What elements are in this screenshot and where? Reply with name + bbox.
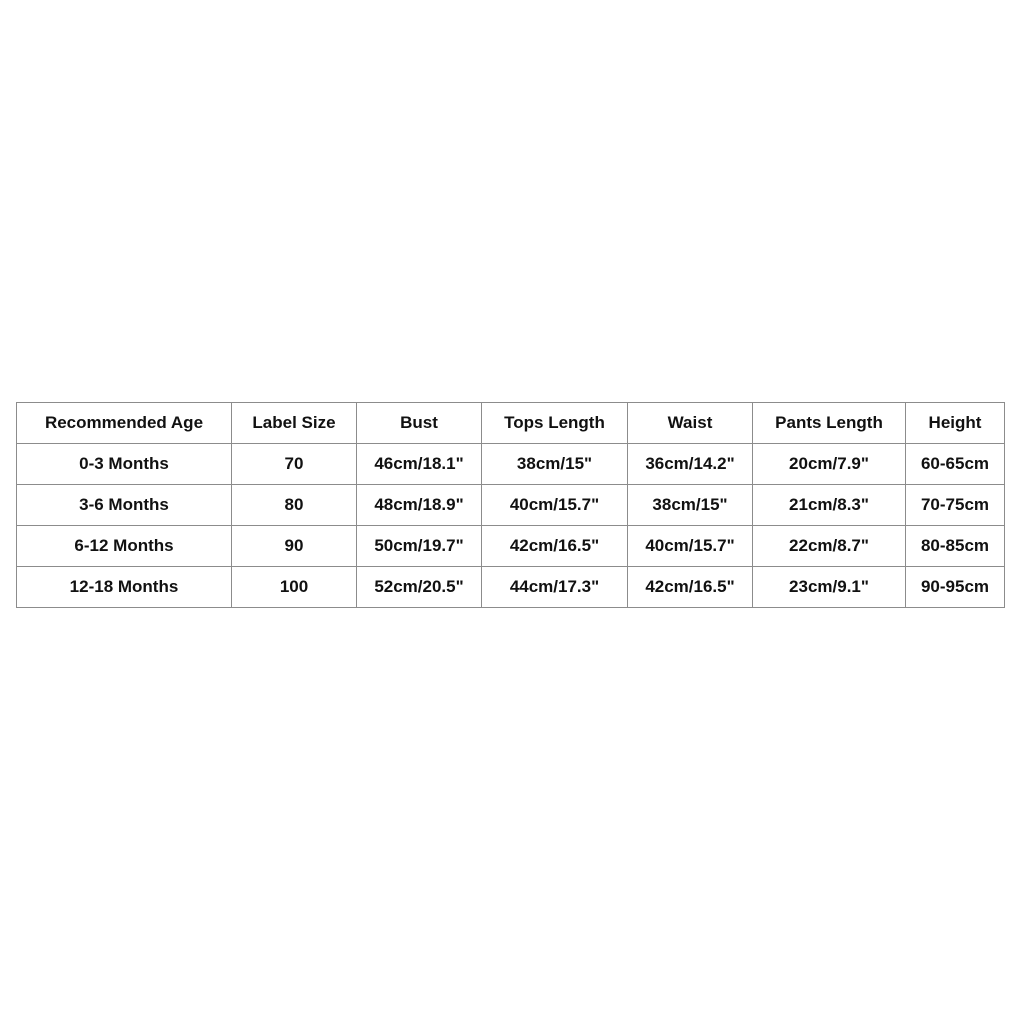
table-row (17, 485, 1005, 526)
header-bust: Bust (357, 403, 482, 444)
cell-pants-length: 23cm/9.1" (753, 567, 906, 608)
cell-label-size: 100 (232, 567, 357, 608)
cell-tops-length: 44cm/17.3" (482, 567, 628, 608)
cell-height: 80-85cm (906, 526, 1005, 567)
cell-height: 60-65cm (906, 444, 1005, 485)
cell-waist: 36cm/14.2" (628, 444, 753, 485)
cell-label-size: 70 (232, 444, 357, 485)
cell-pants-length: 21cm/8.3" (753, 485, 906, 526)
table-row (17, 526, 1005, 567)
cell-recommended-age: 3-6 Months (17, 485, 232, 526)
header-tops-length: Tops Length (482, 403, 628, 444)
header-row (17, 403, 1005, 444)
cell-height: 70-75cm (906, 485, 1005, 526)
cell-pants-length: 22cm/8.7" (753, 526, 906, 567)
cell-waist: 42cm/16.5" (628, 567, 753, 608)
header-waist: Waist (628, 403, 753, 444)
cell-recommended-age: 0-3 Months (17, 444, 232, 485)
cell-tops-length: 42cm/16.5" (482, 526, 628, 567)
table-row (17, 567, 1005, 608)
cell-recommended-age: 12-18 Months (17, 567, 232, 608)
cell-tops-length: 40cm/15.7" (482, 485, 628, 526)
cell-height: 90-95cm (906, 567, 1005, 608)
cell-label-size: 80 (232, 485, 357, 526)
header-label-size: Label Size (232, 403, 357, 444)
cell-label-size: 90 (232, 526, 357, 567)
header-height: Height (906, 403, 1005, 444)
cell-waist: 38cm/15" (628, 485, 753, 526)
size-chart-table (16, 402, 1005, 608)
cell-bust: 52cm/20.5" (357, 567, 482, 608)
cell-bust: 46cm/18.1" (357, 444, 482, 485)
cell-tops-length: 38cm/15" (482, 444, 628, 485)
header-recommended-age: Recommended Age (17, 403, 232, 444)
cell-pants-length: 20cm/7.9" (753, 444, 906, 485)
cell-waist: 40cm/15.7" (628, 526, 753, 567)
cell-recommended-age: 6-12 Months (17, 526, 232, 567)
cell-bust: 50cm/19.7" (357, 526, 482, 567)
cell-bust: 48cm/18.9" (357, 485, 482, 526)
header-pants-length: Pants Length (753, 403, 906, 444)
table-row (17, 444, 1005, 485)
